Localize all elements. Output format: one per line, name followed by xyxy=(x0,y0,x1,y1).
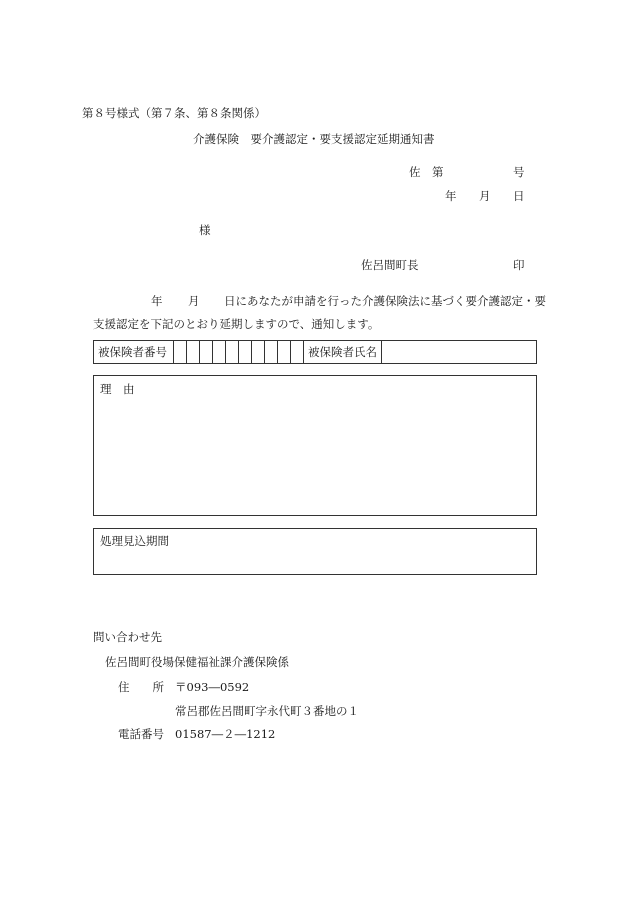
insured-name-field[interactable] xyxy=(382,341,536,363)
insured-number-digit-box[interactable] xyxy=(291,341,304,363)
insured-number-digit-box[interactable] xyxy=(187,341,200,363)
recipient-suffix: 様 xyxy=(199,223,211,237)
insured-info-row xyxy=(93,340,537,364)
document-title: 介護保険 要介護認定・要支援認定延期通知書 xyxy=(193,132,435,146)
insured-number-digit-box[interactable] xyxy=(265,341,278,363)
reason-label: 理 由 xyxy=(100,382,135,396)
date-month: 月 xyxy=(479,189,491,203)
insured-number-digit-box[interactable] xyxy=(239,341,252,363)
insured-number-digit-box[interactable] xyxy=(278,341,291,363)
phone-label: 電話番号 xyxy=(118,727,164,741)
contact-department: 佐呂間町役場保健福祉課介護保険係 xyxy=(105,655,289,669)
body-line1: 日にあなたが申請を行った介護保険法に基づく要介護認定・要 xyxy=(224,294,546,308)
doc-number-prefix: 佐 xyxy=(409,165,421,179)
issuer-name: 佐呂間町長 xyxy=(361,258,419,272)
processing-period-label: 処理見込期間 xyxy=(100,534,169,548)
processing-period-box[interactable] xyxy=(93,528,537,575)
insured-number-digit-box[interactable] xyxy=(200,341,213,363)
form-number: 第８号様式（第７条、第８条関係） xyxy=(82,106,266,120)
insured-number-label: 被保険者番号 xyxy=(94,341,174,363)
doc-number-go: 号 xyxy=(513,165,525,179)
postal-code: 〒093―0592 xyxy=(175,680,250,694)
seal-mark: 印 xyxy=(513,258,525,272)
body-line2: 支援認定を下記のとおり延期しますので、通知します。 xyxy=(93,317,380,331)
address-label: 住 所 xyxy=(118,680,164,694)
doc-number-dai: 第 xyxy=(432,165,444,179)
phone-number: 01587―２―1212 xyxy=(175,727,276,741)
body-month: 月 xyxy=(188,294,200,308)
insured-number-digit-box[interactable] xyxy=(174,341,187,363)
insured-number-digit-box[interactable] xyxy=(252,341,265,363)
date-day: 日 xyxy=(513,189,525,203)
insured-name-label: 被保険者氏名 xyxy=(304,341,382,363)
address-text: 常呂郡佐呂間町字永代町３番地の１ xyxy=(175,704,359,718)
reason-box[interactable] xyxy=(93,375,537,516)
date-year: 年 xyxy=(445,189,457,203)
insured-number-digit-box[interactable] xyxy=(213,341,226,363)
body-year: 年 xyxy=(151,294,163,308)
insured-number-digit-box[interactable] xyxy=(226,341,239,363)
contact-heading: 問い合わせ先 xyxy=(93,630,162,644)
